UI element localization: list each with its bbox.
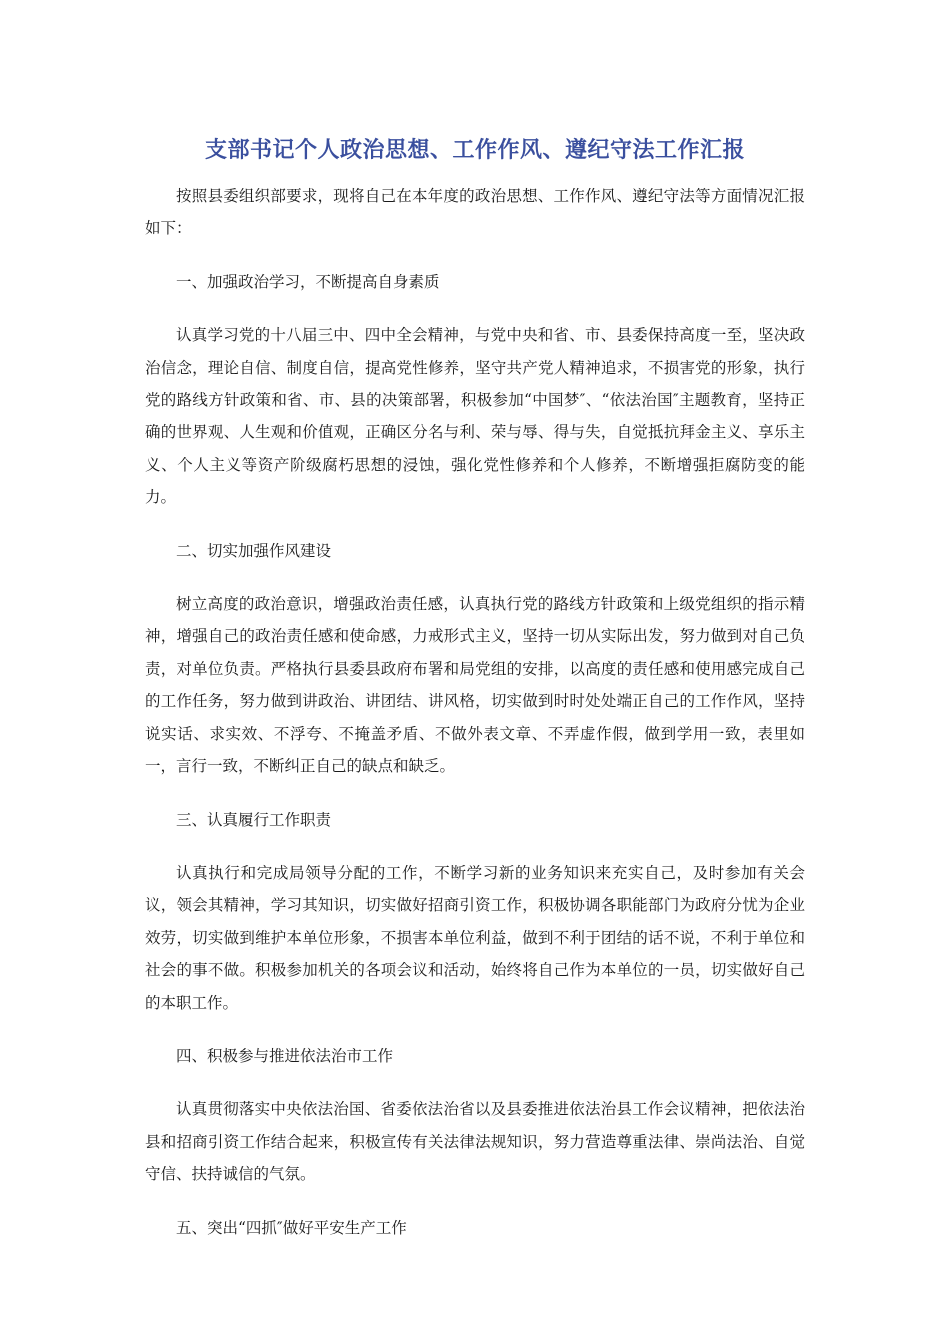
section-3-heading: 三、认真履行工作职责 [176,810,332,829]
document-body [145,180,805,1265]
section-5-heading: 五、突出“四抓″做好平安生产工作 [176,1218,407,1237]
section-2-body: 树立高度的政治意识，增强政治责任感，认真执行党的路线方针政策和上级党组织的指示精神，增强自己的政治责任感和使命感，力戒形式主义，坚持一切从实际出发，努力做到对自己负责，对单位负责。严格执行县委县政府布署和局党组的安排，以高度的责任感和使用感完成自己的工作任务，努力做到讲政治、讲团结、讲风格，切实做到时时处处端正自己的工作作风，坚持说实话、求实效、不浮夸、不掩盖矛盾、不做外表文章、不弄虚作假，做到学用一致，表里如一，言行一致，不断纠正自己的缺点和缺乏。 [145,595,805,776]
section-4-heading: 四、积极参与推进依法治市工作 [176,1046,394,1065]
intro-paragraph: 按照县委组织部要求，现将自己在本年度的政治思想、工作作风、遵纪守法等方面情况汇报如下： [145,187,805,238]
section-3-body: 认真执行和完成局领导分配的工作，不断学习新的业务知识来充实自己，及时参加有关会议，领会其精神，学习其知识，切实做好招商引资工作，积极协调各职能部门为政府分忧为企业效劳，切实做到维护本单位形象，不损害本单位利益，做到不利于团结的话不说，不利于单位和社会的事不做。积极参加机关的各项会议和活动，始终将自己作为本单位的一员，切实做好自己的本职工作。 [145,863,805,1012]
section-1-heading: 一、加强政治学习，不断提高自身素质 [176,272,440,291]
section-2-heading: 二、切实加强作风建设 [176,541,332,560]
section-1-body: 认真学习党的十八届三中、四中全会精神，与党中央和省、市、县委保持高度一至，坚决政治信念，理论自信、制度自信，提高党性修养，坚守共产党人精神追求，不损害党的形象，执行党的路线方针政策和省、市、县的决策部署，积极参加“中国梦″、“依法治国″主题教育，坚持正确的世界观、人生观和价值观，正确区分名与利、荣与辱、得与失，自觉抵抗拜金主义、享乐主义、个人主义等资产阶级腐朽思想的浸蚀，强化党性修养和个人修养，不断增强拒腐防变的能力。 [145,326,805,507]
document-title: 支部书记个人政治思想、工作作风、遵纪守法工作汇报 [204,138,745,163]
section-4-body: 认真贯彻落实中央依法治国、省委依法治省以及县委推进依法治县工作会议精神，把依法治县和招商引资工作结合起来，积极宣传有关法律法规知识，努力营造尊重法律、崇尚法治、自觉守信、扶持诚信的气氛。 [145,1100,805,1184]
